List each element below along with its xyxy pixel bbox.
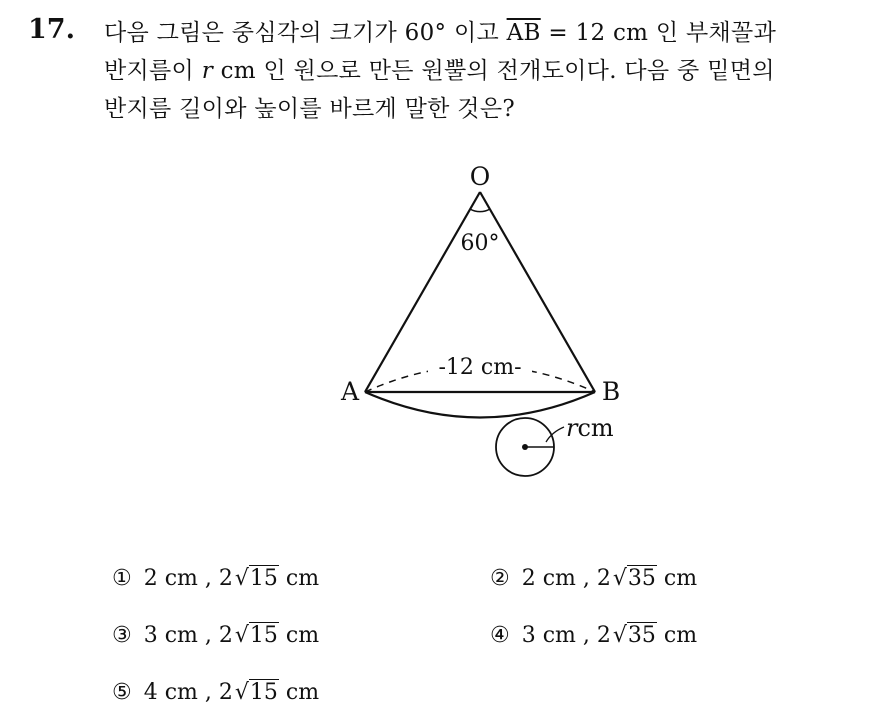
choice-text: 3 cm , 2 (521, 623, 611, 648)
chord-label: -12 cm- (438, 355, 522, 380)
choice-unit: cm (278, 680, 320, 705)
question-line-1-end: = 12 cm 인 부채꼴과 (540, 20, 777, 46)
choice-text: 2 cm , 2 (143, 566, 233, 591)
choice-unit: cm (656, 566, 698, 591)
radius-variable: r (201, 58, 213, 84)
question-line-3: 반지름 길이와 높이를 바르게 말한 것은? (104, 96, 515, 122)
choice-marker: ③ (112, 623, 132, 648)
sqrt-expression (233, 680, 279, 705)
choice-2[interactable] (490, 566, 697, 591)
question-text (104, 14, 874, 128)
radical-sign: √ (234, 623, 249, 648)
radicand: 15 (249, 566, 278, 591)
question-line-1 (104, 14, 874, 52)
label-o: O (469, 162, 491, 191)
radical-sign: √ (612, 566, 627, 591)
label-b: B (601, 377, 621, 406)
radicand: 35 (627, 566, 656, 591)
choice-5[interactable] (112, 680, 319, 705)
question-line-1-start: 다음 그림은 중심각의 크기가 60° 이고 (104, 20, 507, 46)
radical-sign: √ (234, 566, 249, 591)
choice-unit: cm (278, 623, 320, 648)
choice-marker: ⑤ (112, 680, 132, 705)
sqrt-expression (611, 566, 657, 591)
cone-net-figure (320, 150, 640, 490)
choice-1[interactable] (112, 566, 319, 591)
question-line-2 (104, 52, 874, 90)
radicand: 15 (249, 680, 278, 705)
radius-label: rcm (566, 414, 614, 442)
choice-unit: cm (278, 566, 320, 591)
sqrt-expression (611, 623, 657, 648)
sqrt-expression (233, 566, 279, 591)
question-number: 17. (28, 14, 75, 45)
question-line-2-end: cm 인 원으로 만든 원뿔의 전개도이다. 다음 중 밑면의 (212, 58, 775, 84)
choice-marker: ① (112, 566, 132, 591)
radicand: 35 (627, 623, 656, 648)
choice-text: 4 cm , 2 (143, 680, 233, 705)
question-line-2-start: 반지름이 (104, 58, 202, 84)
angle-label: 60° (460, 231, 500, 256)
angle-arc (470, 209, 490, 212)
segment-ab: $\overline{AB}$ (506, 20, 541, 46)
radicand: 15 (249, 623, 278, 648)
choice-text: 2 cm , 2 (521, 566, 611, 591)
choice-marker: ② (490, 566, 510, 591)
radical-sign: √ (234, 680, 249, 705)
sqrt-expression (233, 623, 279, 648)
choice-unit: cm (656, 623, 698, 648)
sector-arc (365, 392, 595, 418)
choice-3[interactable] (112, 623, 319, 648)
choice-marker: ④ (490, 623, 510, 648)
radical-sign: √ (612, 623, 627, 648)
choice-text: 3 cm , 2 (143, 623, 233, 648)
label-a: A (340, 377, 360, 406)
choice-4[interactable] (490, 623, 697, 648)
